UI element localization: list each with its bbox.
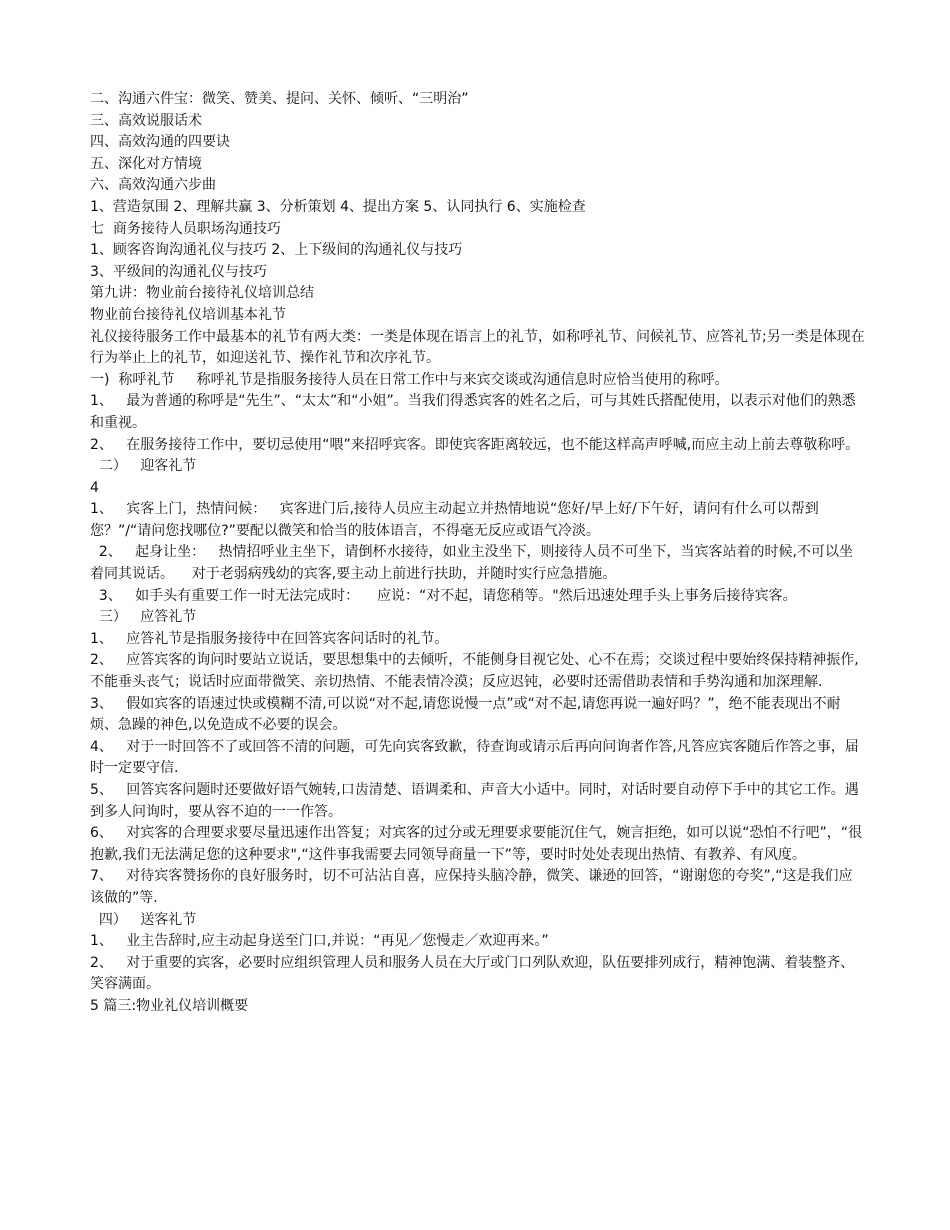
section-subheading: 物业前台接待礼仪培训基本礼节 <box>90 306 286 323</box>
paragraph-response-2: 2、 应答宾客的询问时要站立说话，要思想集中的去倾听，不能侧身目视它处、心不在焉；交谈过程中要始终保持精神振作,不能垂头丧气；说话时应面带微笑、亲切热情、不能表情冷漠；反应迟钝，必要时还需借助表情和手势沟通和加深理解. <box>90 652 859 691</box>
paragraph-intro: 礼仪接待服务工作中最基本的礼节有两大类：一类是体现在语言上的礼节，如称呼礼节、问候礼节、应答礼节;另一类是体现在行为举止上的礼节，如迎送礼节、操作礼节和次序礼节。 <box>90 328 865 367</box>
paragraph-address-etiquette: 一) 称呼礼节 称呼礼节是指服务接待人员在日常工作中与来宾交谈或沟通信息时应恰当使用的称呼。 <box>90 371 729 388</box>
paragraph-farewell-2: 2、 对于重要的宾客，必要时应组织管理人员和服务人员在大厅或门口列队欢迎，队伍要排列成行，精神饱满、着装整齐、笑容满面。 <box>90 954 855 993</box>
subheading-response: 三） 应答礼节 <box>90 609 197 626</box>
paragraph-response-4: 4、 对于一时回答不了或回答不清的问题，可先向宾客致歉，待查询或请示后再向问询者作答,凡答应宾客随后作答之事，届时一定要守信. <box>90 738 859 777</box>
document-body <box>90 89 865 1018</box>
text-line-6: 1、营造氛围 2、理解共赢 3、分析策划 4、提出方案 5、认同执行 6、实施检查 <box>90 198 586 215</box>
paragraph-response-3: 3、 假如宾客的语速过快或模糊不清,可以说“对不起,请您说慢一点”或“对不起,请您再说一遍好吗？”，绝不能表现出不耐烦、急躁的神色,以免造成不必要的误会。 <box>90 695 841 734</box>
paragraph-response-6: 6、 对宾客的合理要求要尽量迅速作出答复；对宾客的过分或无理要求要能沉住气，婉言拒绝，如可以说“恐怕不行吧”，“很抱歉,我们无法满足您的这种要求",“这件事我需要去同领导商量一下”等，要时时处处表现出热情、有教养、有风度。 <box>90 825 863 863</box>
paragraph-address-1: 1、 最为普通的称呼是“先生”、“太太”和“小姐”。当我们得悉宾客的姓名之后，可与其姓氏搭配使用，以表示对他们的熟悉和重视。 <box>90 393 856 431</box>
text-line-7: 七 商务接待人员职场沟通技巧 <box>90 220 281 237</box>
paragraph-welcome-1: 1、 宾客上门，热情问候： 宾客进门后,接待人员应主动起立并热情地说“您好/早上好/下午好，请问有什么可以帮到您？”/“请问您找哪位?”要配以微笑和恰当的肢体语言，不得毫无反应或语气冷淡。 <box>90 501 819 539</box>
paragraph-address-2: 2、 在服务接待工作中，要切忌使用“喂”来招呼宾客。即使宾客距离较远，也不能这样高声呼喊,而应主动上前去尊敬称呼。 <box>90 436 860 453</box>
text-line-3: 四、高效沟通的四要诀 <box>90 134 230 151</box>
page-number: 4 <box>90 479 99 496</box>
paragraph-response-7: 7、 对待宾客赞扬你的良好服务时，切不可沾沾自喜，应保持头脑冷静，微笑、谦逊的回答，“谢谢您的夸奖”,“这是我们应该做的”等. <box>90 868 853 906</box>
subheading-farewell: 四） 送客礼节 <box>90 911 197 928</box>
subheading-welcome: 二） 迎客礼节 <box>90 458 197 475</box>
text-line-9: 3、平级间的沟通礼仪与技巧 <box>90 263 267 280</box>
paragraph-farewell-1: 1、 业主告辞时,应主动起身送至门口,并说：“再见／您慢走／欢迎再来。” <box>90 933 549 950</box>
text-line-1: 二、沟通六件宝：微笑、赞美、提问、关怀、倾听、“三明治” <box>90 91 469 107</box>
section-heading-part3: 5 篇三:物业礼仪培训概要 <box>90 997 249 1014</box>
section-heading: 第九讲：物业前台接待礼仪培训总结 <box>90 285 314 302</box>
text-line-5: 六、高效沟通六步曲 <box>90 177 216 194</box>
text-line-2: 三、高效说服话术 <box>90 112 202 129</box>
text-line-4: 五、深化对方情境 <box>90 155 202 172</box>
paragraph-welcome-3: 3、 如手头有重要工作一时无法完成时： 应说：“对不起，请您稍等。"然后迅速处理手头上事务后接待宾客。 <box>90 587 797 604</box>
text-line-8: 1、顾客咨询沟通礼仪与技巧 2、上下级间的沟通礼仪与技巧 <box>90 242 463 259</box>
paragraph-response-1: 1、 应答礼节是指服务接待中在回答宾客问话时的礼节。 <box>90 630 449 647</box>
paragraph-welcome-2: 2、 起身让坐： 热情招呼业主坐下，请倒杯水接待，如业主没坐下，则接待人员不可坐下，当宾客站着的时候,不可以坐着同其说话。 对于老弱病残幼的宾客,要主动上前进行扶助，并随时实行应急措施。 <box>90 544 853 583</box>
paragraph-response-5: 5、 回答宾客问题时还要做好语气婉转,口齿清楚、语调柔和、声音大小适中。同时，对话时要自动停下手中的其它工作。遇到多人问询时，要从容不迫的一一作答。 <box>90 782 859 820</box>
